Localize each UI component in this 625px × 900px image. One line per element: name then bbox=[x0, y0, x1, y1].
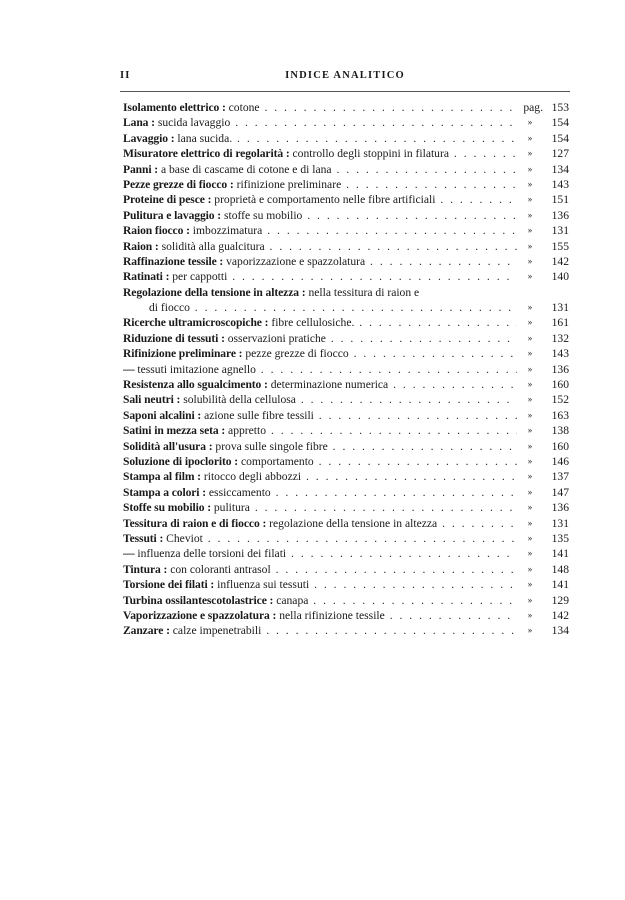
index-entry bbox=[123, 331, 569, 346]
index-entry bbox=[123, 469, 569, 484]
running-title: INDICE ANALITICO bbox=[285, 70, 405, 81]
entry-text bbox=[123, 177, 517, 192]
entry-text bbox=[123, 100, 517, 115]
entry-text bbox=[123, 254, 517, 269]
entry-page-number: 143 bbox=[551, 347, 569, 361]
entry-text bbox=[123, 269, 517, 284]
entry-page-number: 146 bbox=[551, 454, 569, 468]
entry-text bbox=[123, 300, 517, 315]
entry-description: tessuti imitazione agnello bbox=[137, 362, 256, 376]
entry-term: Rifinizione preliminare : bbox=[123, 347, 243, 361]
entry-term: Turbina ossilantescotolastrice : bbox=[123, 593, 274, 607]
entry-term: Lana : bbox=[123, 116, 155, 130]
index-entry bbox=[123, 192, 569, 207]
entry-term: Regolazione della tensione in altezza : bbox=[123, 285, 306, 299]
entry-text bbox=[123, 392, 517, 407]
entry-page-ref: » bbox=[527, 271, 533, 282]
entry-page-ref: » bbox=[527, 609, 533, 620]
entry-description: osservazioni pratiche bbox=[227, 331, 326, 345]
entry-page-number: 154 bbox=[551, 116, 569, 130]
entry-term: Zanzare : bbox=[123, 624, 170, 638]
entry-page-number: 131 bbox=[551, 516, 569, 530]
entry-text bbox=[123, 346, 517, 361]
entry-term: Stoffe su mobilio : bbox=[123, 501, 211, 515]
entry-page-ref: » bbox=[527, 579, 533, 590]
entry-description: imbozzimatura bbox=[192, 224, 263, 238]
entry-text bbox=[123, 562, 517, 577]
entry-page-ref: » bbox=[527, 348, 533, 359]
index-entry bbox=[123, 208, 569, 223]
entry-term: Soluzione di ipoclorito : bbox=[123, 454, 239, 468]
index-entry bbox=[123, 131, 569, 146]
entry-page-number: 152 bbox=[551, 393, 569, 407]
entry-page-number: 141 bbox=[551, 578, 569, 592]
entry-page-ref: » bbox=[527, 532, 533, 543]
entry-page-ref: pag. bbox=[523, 101, 543, 114]
entry-term: Solidità all'usura : bbox=[123, 439, 213, 453]
entry-description: stoffe su mobilio bbox=[223, 208, 303, 222]
entry-term: Torsione dei filati : bbox=[123, 578, 215, 592]
entry-term: — bbox=[123, 362, 135, 376]
entry-page-number: 147 bbox=[551, 485, 569, 499]
entry-description: per cappotti bbox=[172, 270, 228, 284]
entry-text bbox=[123, 362, 517, 377]
entry-page-number: 161 bbox=[551, 316, 569, 330]
index-entry bbox=[123, 392, 569, 407]
entry-term: Isolamento elettrico : bbox=[123, 101, 226, 114]
index-entry bbox=[123, 608, 569, 623]
entry-page-ref: » bbox=[527, 148, 533, 159]
entry-page-ref: » bbox=[527, 209, 533, 220]
entry-term: Ricerche ultramicroscopiche : bbox=[123, 316, 269, 330]
entry-page-number: 138 bbox=[551, 424, 569, 438]
entry-term: Ratinati : bbox=[123, 270, 170, 284]
entry-page-number: 160 bbox=[551, 378, 569, 392]
entry-page-number: 134 bbox=[551, 162, 569, 176]
entry-term: Lavaggio : bbox=[123, 131, 175, 145]
entry-page-ref: » bbox=[527, 594, 533, 605]
index-entry bbox=[123, 239, 569, 254]
entry-text bbox=[123, 593, 517, 608]
entry-text bbox=[123, 531, 517, 546]
entry-description: di fiocco bbox=[149, 301, 190, 315]
entry-description: proprietà e comportamento nelle fibre artificiali bbox=[214, 193, 436, 207]
index-entry bbox=[123, 562, 569, 577]
entry-term: Pezze grezze di fiocco : bbox=[123, 177, 234, 191]
entry-term: Saponi alcalini : bbox=[123, 408, 202, 422]
entry-page-ref: » bbox=[527, 486, 533, 497]
entry-page-ref: » bbox=[527, 255, 533, 266]
entry-page-ref: » bbox=[527, 548, 533, 559]
entry-text bbox=[123, 408, 517, 423]
index-entry bbox=[123, 162, 569, 177]
entry-page-ref: » bbox=[527, 563, 533, 574]
entry-description: prova sulle singole fibre bbox=[215, 439, 328, 453]
entry-page-number: 142 bbox=[551, 254, 569, 268]
index-entry bbox=[123, 423, 569, 438]
entry-page-ref: » bbox=[527, 225, 533, 236]
entry-text bbox=[123, 423, 517, 438]
entry-description: influenza delle torsioni dei filati bbox=[137, 547, 287, 561]
index-entry bbox=[123, 100, 569, 115]
entry-text bbox=[123, 192, 517, 207]
index-entry bbox=[123, 531, 569, 546]
entry-page-ref: » bbox=[527, 178, 533, 189]
entry-page-number: 131 bbox=[551, 224, 569, 238]
entry-text bbox=[123, 608, 517, 623]
index-entry bbox=[123, 408, 569, 423]
entry-description: appretto bbox=[228, 424, 267, 438]
entry-text bbox=[123, 516, 517, 531]
entry-page-number: 132 bbox=[551, 331, 569, 345]
entry-page-number: 129 bbox=[551, 593, 569, 607]
entry-description: solidità alla gualcitura bbox=[161, 239, 265, 253]
entry-description: nella tessitura di raion e bbox=[308, 285, 420, 299]
entry-description: determinazione numerica bbox=[270, 378, 389, 392]
entry-page-number: 142 bbox=[551, 608, 569, 622]
header-rule bbox=[120, 91, 570, 92]
entry-page-ref: » bbox=[527, 440, 533, 451]
index-entry bbox=[123, 546, 569, 561]
entry-page-number: 135 bbox=[551, 531, 569, 545]
index-entry bbox=[123, 500, 569, 515]
entry-description: fibre cellulosiche. bbox=[271, 316, 355, 330]
entry-page-ref: » bbox=[527, 471, 533, 482]
page-header bbox=[120, 70, 570, 86]
entry-description: lana sucida. bbox=[177, 131, 233, 145]
index-entry bbox=[123, 300, 569, 315]
page-number: II bbox=[120, 70, 131, 81]
index-entry bbox=[123, 223, 569, 238]
index-entry bbox=[123, 516, 569, 531]
entry-term: Stampa al film : bbox=[123, 470, 201, 484]
index-entry bbox=[123, 454, 569, 469]
entry-page-ref: » bbox=[527, 332, 533, 343]
entry-text bbox=[123, 115, 517, 130]
index-entry bbox=[123, 315, 569, 330]
entry-page-number: 148 bbox=[551, 562, 569, 576]
entry-page-ref: » bbox=[527, 117, 533, 128]
entry-text bbox=[123, 577, 517, 592]
index-entry bbox=[123, 623, 569, 638]
entry-description: comportamento bbox=[240, 454, 314, 468]
entry-text bbox=[123, 485, 517, 500]
entry-text bbox=[123, 131, 517, 146]
entry-description: cotone bbox=[228, 101, 260, 114]
entry-description: pulitura bbox=[213, 501, 250, 515]
entry-page-number: 153 bbox=[551, 101, 569, 114]
index-entry bbox=[123, 269, 569, 284]
entry-page-ref: » bbox=[527, 132, 533, 143]
entry-page-ref: » bbox=[527, 625, 533, 636]
entry-page-ref: » bbox=[527, 317, 533, 328]
entry-page-number: 136 bbox=[551, 501, 569, 515]
entry-page-ref: » bbox=[527, 379, 533, 390]
entry-text bbox=[123, 377, 517, 392]
entry-page-number: 136 bbox=[551, 208, 569, 222]
entry-description: con coloranti antrasol bbox=[170, 562, 271, 576]
entry-text bbox=[123, 162, 517, 177]
entry-term: Vaporizzazione e spazzolatura : bbox=[123, 608, 277, 622]
entry-page-number: 137 bbox=[551, 470, 569, 484]
entry-description: canapa bbox=[276, 593, 309, 607]
entry-page-number: 136 bbox=[551, 362, 569, 376]
entry-page-ref: » bbox=[527, 517, 533, 528]
entry-term: Misuratore elettrico di regolarità : bbox=[123, 147, 290, 161]
entry-term: Riduzione di tessuti : bbox=[123, 331, 225, 345]
entry-page-ref: » bbox=[527, 455, 533, 466]
entry-page-number: 127 bbox=[551, 147, 569, 161]
entry-description: Cheviot bbox=[166, 531, 203, 545]
entry-page-number: 154 bbox=[551, 131, 569, 145]
entry-page-ref: » bbox=[527, 409, 533, 420]
entry-term: Tintura : bbox=[123, 562, 168, 576]
index-entry bbox=[123, 177, 569, 192]
entry-text bbox=[123, 239, 517, 254]
entry-page-number: 143 bbox=[551, 177, 569, 191]
entry-term: Tessuti : bbox=[123, 531, 164, 545]
entry-page-ref: » bbox=[527, 240, 533, 251]
entry-description: azione sulle fibre tessili bbox=[204, 408, 314, 422]
entry-page-number: 160 bbox=[551, 439, 569, 453]
entry-term: Raffinazione tessile : bbox=[123, 254, 224, 268]
entry-term: Proteine di pesce : bbox=[123, 193, 212, 207]
entry-page-number: 131 bbox=[551, 301, 569, 315]
entry-description: influenza sui tessuti bbox=[217, 578, 310, 592]
entry-description: controllo degli stoppini in filatura bbox=[292, 147, 449, 161]
index-entry bbox=[123, 285, 569, 300]
entry-term: Stampa a colori : bbox=[123, 485, 206, 499]
entry-description: regolazione della tensione in altezza bbox=[269, 516, 438, 530]
entry-description: pezze grezze di fiocco bbox=[245, 347, 349, 361]
entry-text bbox=[123, 439, 517, 454]
entry-description: a base di cascame di cotone e di lana bbox=[160, 162, 332, 176]
entry-page-number: 151 bbox=[551, 193, 569, 207]
index-entry bbox=[123, 346, 569, 361]
entry-page-ref: » bbox=[527, 394, 533, 405]
index-entry bbox=[123, 254, 569, 269]
index-entry bbox=[123, 577, 569, 592]
entry-page-ref: » bbox=[527, 425, 533, 436]
entry-page-ref: » bbox=[527, 163, 533, 174]
entry-page-number: 163 bbox=[551, 408, 569, 422]
entry-term: Raion fiocco : bbox=[123, 224, 190, 238]
entry-text bbox=[123, 315, 517, 330]
entry-term: — bbox=[123, 547, 135, 561]
index-entry bbox=[123, 146, 569, 161]
entry-term: Sali neutri : bbox=[123, 393, 181, 407]
entry-text bbox=[123, 623, 517, 638]
entry-text bbox=[123, 454, 517, 469]
entry-page-ref: » bbox=[527, 302, 533, 313]
entry-text bbox=[123, 223, 517, 238]
index-list bbox=[123, 100, 569, 639]
entry-page-ref: » bbox=[527, 502, 533, 513]
entry-description: solubilità della cellulosa bbox=[183, 393, 296, 407]
entry-page-number: 134 bbox=[551, 624, 569, 638]
entry-page-number: 140 bbox=[551, 270, 569, 284]
entry-page-number: 155 bbox=[551, 239, 569, 253]
entry-page-number: 141 bbox=[551, 547, 569, 561]
index-entry bbox=[123, 115, 569, 130]
index-entry bbox=[123, 485, 569, 500]
entry-description: vaporizzazione e spazzolatura bbox=[226, 254, 366, 268]
entry-description: calze impenetrabili bbox=[172, 624, 262, 638]
entry-text bbox=[123, 146, 517, 161]
index-entry bbox=[123, 362, 569, 377]
entry-description: essiccamento bbox=[208, 485, 271, 499]
entry-description: rifinizione preliminare bbox=[236, 177, 342, 191]
entry-term: Raion : bbox=[123, 239, 159, 253]
entry-description: nella rifinizione tessile bbox=[279, 608, 385, 622]
index-entry bbox=[123, 377, 569, 392]
entry-page-ref: » bbox=[527, 194, 533, 205]
entry-page-ref: » bbox=[527, 363, 533, 374]
entry-text bbox=[123, 469, 517, 484]
entry-term: Resistenza allo sgualcimento : bbox=[123, 378, 268, 392]
index-entry bbox=[123, 593, 569, 608]
entry-description: ritocco degli abbozzi bbox=[203, 470, 302, 484]
entry-term: Pulitura e lavaggio : bbox=[123, 208, 222, 222]
entry-text bbox=[123, 285, 517, 300]
entry-description: sucida lavaggio bbox=[157, 116, 231, 130]
index-entry bbox=[123, 439, 569, 454]
entry-text bbox=[123, 208, 517, 223]
entry-text bbox=[123, 546, 517, 561]
entry-text bbox=[123, 500, 517, 515]
entry-term: Satini in mezza seta : bbox=[123, 424, 226, 438]
entry-term: Tessitura di raion e di fiocco : bbox=[123, 516, 267, 530]
entry-term: Panni : bbox=[123, 162, 159, 176]
entry-text bbox=[123, 331, 517, 346]
